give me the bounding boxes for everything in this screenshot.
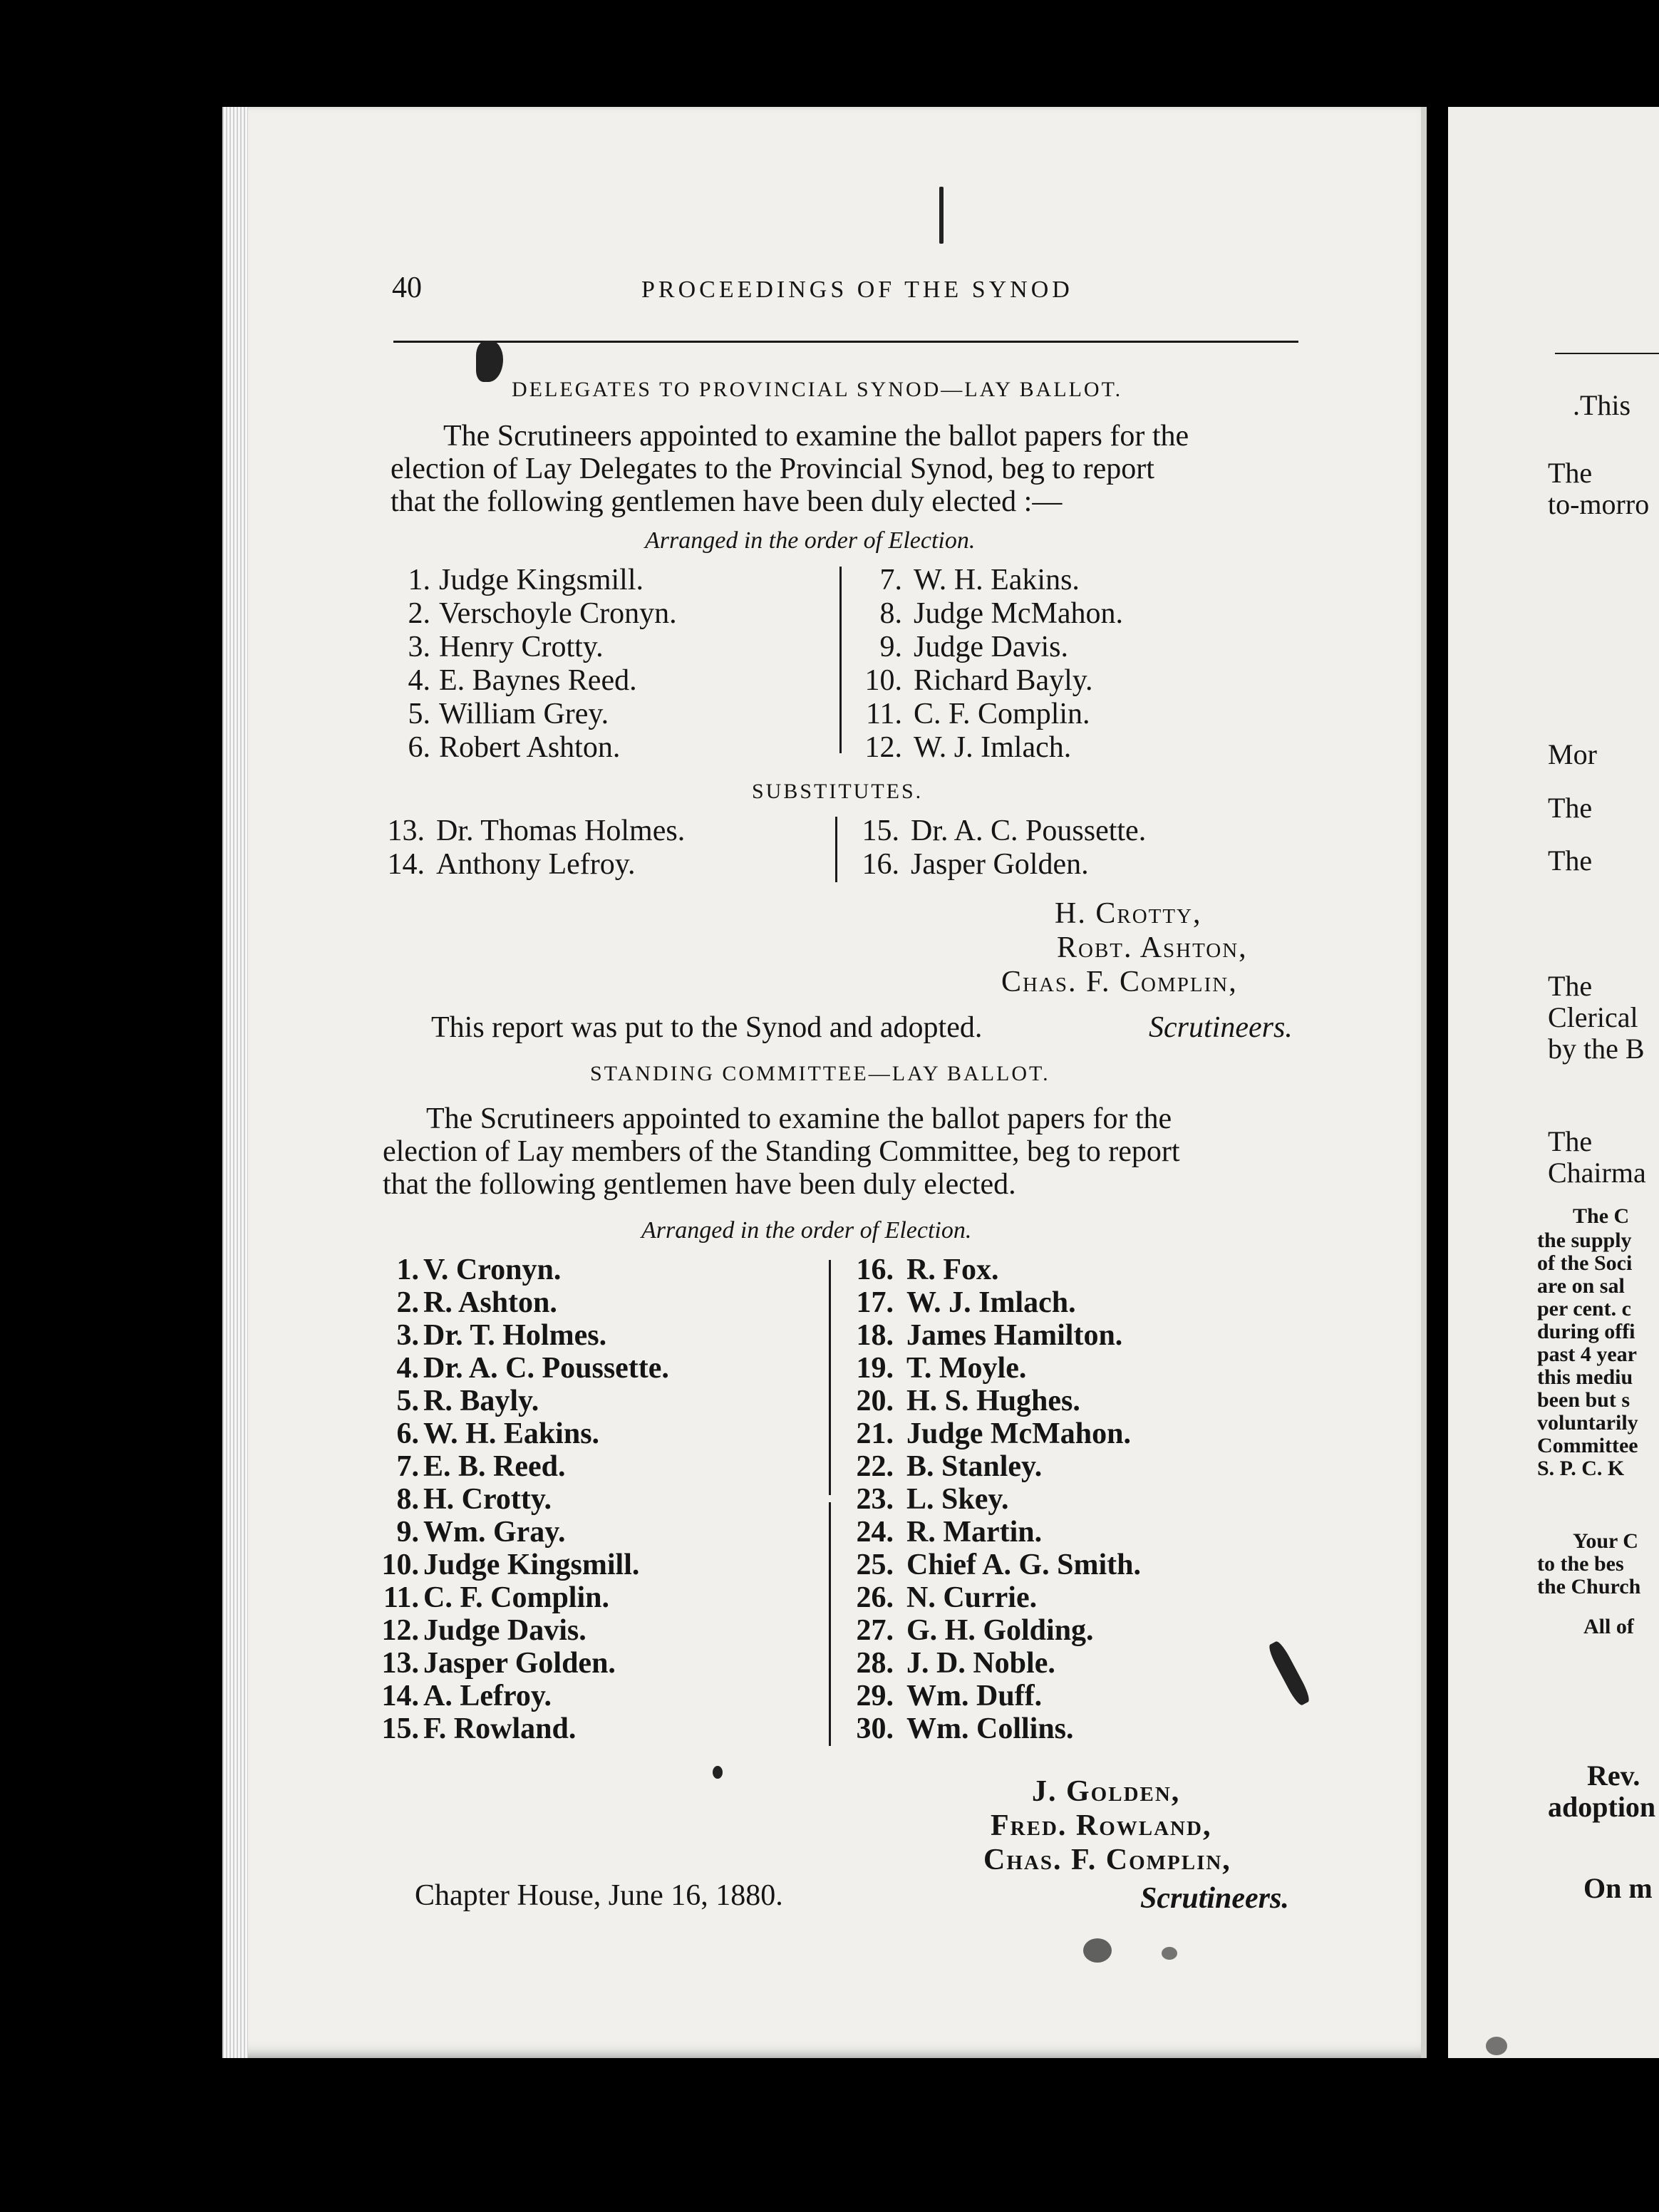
member-name: W. H. Eakins. — [914, 564, 1080, 596]
item-number: 30. — [856, 1712, 894, 1745]
member-name: Dr. T. Holmes. — [423, 1319, 607, 1352]
facing-page-line: Your C — [1573, 1529, 1638, 1553]
facing-page-line: by the B — [1548, 1033, 1645, 1065]
item-number: 13. — [381, 1647, 419, 1680]
facing-page-line: Chairma — [1548, 1157, 1646, 1189]
item-number: 29. — [856, 1680, 894, 1712]
section-heading-delegates: DELEGATES TO PROVINCIAL SYNOD—LAY BALLOT. — [512, 378, 1123, 401]
facing-page-line: past 4 year — [1537, 1343, 1637, 1366]
item-number: 3. — [396, 1319, 419, 1352]
member-name: Anthony Lefroy. — [436, 848, 636, 881]
item-number: 24. — [856, 1516, 894, 1549]
item-number: 3. — [408, 631, 430, 663]
intro-line: The Scrutineers appointed to examine the ballot papers for the — [443, 420, 1189, 453]
facing-page-line: adoption — [1548, 1791, 1656, 1823]
member-name: Dr. Thomas Holmes. — [436, 815, 686, 847]
facing-page-line: The — [1548, 1125, 1593, 1157]
item-number: 13. — [387, 815, 425, 847]
member-name: T. Moyle. — [906, 1352, 1027, 1385]
member-name: Dr. A. C. Poussette. — [911, 815, 1147, 847]
item-number: 8. — [396, 1483, 419, 1516]
column-divider — [829, 1502, 831, 1746]
item-number: 15. — [381, 1712, 419, 1745]
item-number: 25. — [856, 1549, 894, 1581]
order-note: Arranged in the order of Election. — [641, 1217, 972, 1244]
member-name: C. F. Complin. — [423, 1581, 610, 1614]
facing-page-line: the supply — [1537, 1229, 1632, 1252]
member-name: Judge Davis. — [423, 1614, 586, 1647]
item-number: 21. — [856, 1417, 894, 1450]
facing-page-line: Clerical — [1548, 1001, 1638, 1033]
scrutineers-role: Scrutineers. — [1149, 1011, 1293, 1044]
item-number: 22. — [856, 1450, 894, 1483]
item-number: 16. — [856, 1254, 894, 1286]
intro-line: election of Lay members of the Standing Committee, beg to report — [383, 1135, 1180, 1168]
scrutineers-role: Scrutineers. — [1140, 1882, 1289, 1915]
facing-page-line: The — [1548, 970, 1593, 1002]
member-name: H. S. Hughes. — [906, 1385, 1080, 1417]
member-name: H. Crotty. — [423, 1483, 552, 1516]
member-name: N. Currie. — [906, 1581, 1038, 1614]
member-name: J. D. Noble. — [906, 1647, 1055, 1680]
item-number: 4. — [396, 1352, 419, 1385]
running-title: PROCEEDINGS OF THE SYNOD — [641, 276, 1073, 303]
item-number: 2. — [396, 1286, 419, 1319]
facing-page-line: of the Soci — [1537, 1251, 1633, 1275]
member-name: Robert Ashton. — [439, 731, 621, 764]
member-name: Jasper Golden. — [911, 848, 1089, 881]
item-number: 10. — [381, 1549, 419, 1581]
facing-page-line: this mediu — [1537, 1365, 1633, 1389]
substitutes-heading: SUBSTITUTES. — [752, 780, 924, 803]
facing-page-line: during offi — [1537, 1320, 1635, 1343]
item-number: 7. — [396, 1450, 419, 1483]
member-name: W. J. Imlach. — [914, 731, 1072, 764]
item-number: 11. — [866, 698, 902, 730]
item-number: 4. — [408, 664, 430, 697]
signature-line: Fred. Rowland, — [991, 1809, 1212, 1842]
section-heading-standing-committee: STANDING COMMITTEE—LAY BALLOT. — [590, 1062, 1050, 1085]
member-name: Richard Bayly. — [914, 664, 1093, 697]
member-name: R. Fox. — [906, 1254, 999, 1286]
facing-page-line: All of — [1583, 1615, 1634, 1638]
facing-page-line: Mor — [1548, 738, 1597, 770]
member-name: C. F. Complin. — [914, 698, 1090, 730]
member-name: Jasper Golden. — [423, 1647, 616, 1680]
facing-page — [1448, 107, 1659, 2058]
member-name: V. Cronyn. — [423, 1254, 562, 1286]
item-number: 28. — [856, 1647, 894, 1680]
signature-line: Chas. F. Complin, — [1001, 966, 1238, 998]
item-number: 11. — [383, 1581, 419, 1614]
member-name: E. Baynes Reed. — [439, 664, 637, 697]
facing-page-line: On m — [1583, 1872, 1653, 1904]
ink-mark — [939, 187, 944, 244]
intro-line: election of Lay Delegates to the Provincial Synod, beg to report — [391, 453, 1154, 485]
item-number: 15. — [862, 815, 899, 847]
item-number: 14. — [387, 848, 425, 881]
item-number: 9. — [396, 1516, 419, 1549]
item-number: 26. — [856, 1581, 894, 1614]
item-number: 5. — [408, 698, 430, 730]
item-number: 20. — [856, 1385, 894, 1417]
member-name: W. H. Eakins. — [423, 1417, 600, 1450]
column-divider — [839, 567, 842, 753]
member-name: Verschoyle Cronyn. — [439, 597, 677, 630]
item-number: 18. — [856, 1319, 894, 1352]
item-number: 16. — [862, 848, 899, 881]
facing-page-line: The — [1548, 792, 1593, 824]
item-number: 10. — [864, 664, 902, 697]
facing-page-line: Committee — [1537, 1434, 1638, 1457]
item-number: 8. — [879, 597, 902, 630]
facing-page-line: voluntarily — [1537, 1411, 1638, 1435]
facing-page-line: The — [1548, 457, 1593, 489]
item-number: 2. — [408, 597, 430, 630]
facing-page-line: to-morro — [1548, 488, 1650, 520]
column-divider — [829, 1260, 831, 1495]
intro-line: The Scrutineers appointed to examine the ballot papers for the — [426, 1102, 1172, 1135]
ink-blot — [1083, 1938, 1112, 1963]
item-number: 1. — [408, 564, 430, 596]
item-number: 23. — [856, 1483, 894, 1516]
member-name: L. Skey. — [906, 1483, 1009, 1516]
member-name: Dr. A. C. Poussette. — [423, 1352, 669, 1385]
ink-blot — [1162, 1947, 1177, 1960]
member-name: James Hamilton. — [906, 1319, 1123, 1352]
adopted-note: This report was put to the Synod and adopted. — [431, 1011, 983, 1044]
facing-page-line: been but s — [1537, 1388, 1630, 1412]
member-name: R. Bayly. — [423, 1385, 539, 1417]
member-name: A. Lefroy. — [423, 1680, 552, 1712]
member-name: Judge Kingsmill. — [423, 1549, 640, 1581]
member-name: Henry Crotty. — [439, 631, 604, 663]
member-name: B. Stanley. — [906, 1450, 1043, 1483]
item-number: 6. — [408, 731, 430, 764]
facing-page-line: Rev. — [1587, 1759, 1640, 1792]
facing-page-line: per cent. c — [1537, 1297, 1631, 1321]
item-number: 14. — [381, 1680, 419, 1712]
facing-page-line: the Church — [1537, 1575, 1641, 1598]
member-name: Judge Kingsmill. — [439, 564, 644, 596]
place-date: Chapter House, June 16, 1880. — [415, 1879, 783, 1912]
member-name: E. B. Reed. — [423, 1450, 566, 1483]
facing-page-line: .This — [1573, 389, 1631, 421]
facing-page-line: The — [1548, 844, 1593, 877]
order-note: Arranged in the order of Election. — [645, 527, 976, 554]
item-number: 9. — [879, 631, 902, 663]
item-number: 12. — [381, 1614, 419, 1647]
item-number: 12. — [864, 731, 902, 764]
member-name: William Grey. — [439, 698, 609, 730]
item-number: 27. — [856, 1614, 894, 1647]
member-name: Chief A. G. Smith. — [906, 1549, 1142, 1581]
intro-line: that the following gentlemen have been duly elected :— — [391, 485, 1063, 518]
item-number: 1. — [396, 1254, 419, 1286]
facing-page-rule — [1555, 353, 1659, 354]
header-rule — [393, 341, 1298, 343]
ink-dot — [713, 1766, 723, 1779]
ink-blot — [1486, 2037, 1507, 2055]
member-name: R. Ashton. — [423, 1286, 557, 1319]
item-number: 6. — [396, 1417, 419, 1450]
facing-page-line: to the bes — [1537, 1552, 1624, 1576]
member-name: R. Martin. — [906, 1516, 1043, 1549]
item-number: 5. — [396, 1385, 419, 1417]
member-name: Wm. Collins. — [906, 1712, 1074, 1745]
signature-line: Chas. F. Complin, — [983, 1844, 1231, 1876]
member-name: W. J. Imlach. — [906, 1286, 1076, 1319]
member-name: Judge McMahon. — [914, 597, 1123, 630]
item-number: 7. — [879, 564, 902, 596]
signature-line: J. Golden, — [1032, 1775, 1181, 1808]
member-name: F. Rowland. — [423, 1712, 577, 1745]
signature-line: H. Crotty, — [1055, 897, 1202, 930]
facing-page-line: S. P. C. K — [1537, 1457, 1625, 1480]
item-number: 19. — [856, 1352, 894, 1385]
facing-page-line: are on sal — [1537, 1274, 1625, 1298]
member-name: Judge Davis. — [914, 631, 1068, 663]
member-name: Wm. Gray. — [423, 1516, 566, 1549]
signature-line: Robt. Ashton, — [1057, 931, 1248, 964]
page-number: 40 — [392, 272, 422, 304]
member-name: G. H. Golding. — [906, 1614, 1094, 1647]
facing-page-line: The C — [1573, 1204, 1630, 1228]
intro-line: that the following gentlemen have been duly elected. — [383, 1168, 1016, 1201]
column-divider — [835, 817, 837, 882]
member-name: Judge McMahon. — [906, 1417, 1131, 1450]
member-name: Wm. Duff. — [906, 1680, 1043, 1712]
item-number: 17. — [856, 1286, 894, 1319]
